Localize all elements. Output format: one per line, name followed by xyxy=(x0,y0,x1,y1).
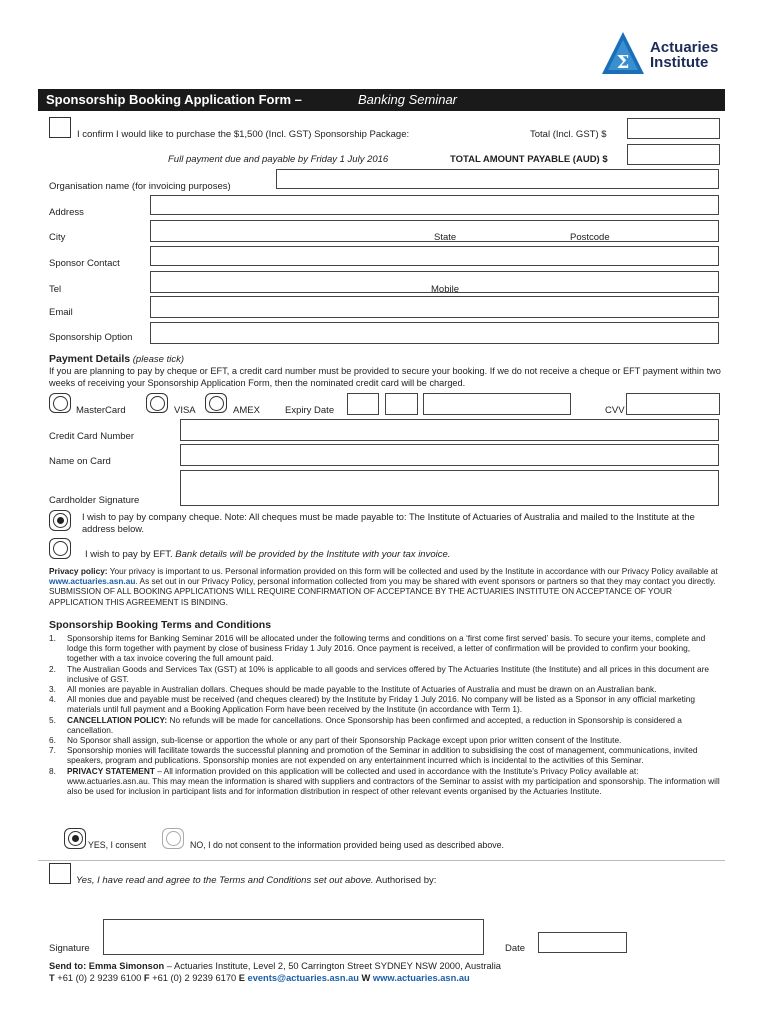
organisation-input[interactable] xyxy=(276,169,719,189)
divider xyxy=(38,860,725,861)
terms-list xyxy=(49,633,722,796)
sigma-triangle-icon xyxy=(600,30,646,76)
city-label: City xyxy=(49,232,66,243)
eft-text xyxy=(85,549,450,560)
payment-intro: If you are planning to pay by cheque or EFT, a credit card number must be provided to secure your booking. If we do not receive a cheque or EFT payment within two weeks of receiving your Sponsorship Application Form, then the nominated credit card will be charged. xyxy=(49,366,721,388)
consent-yes-radio[interactable] xyxy=(64,828,86,849)
eft-text-main: I wish to pay by EFT. xyxy=(85,549,173,560)
consent-no-label: NO, I do not consent to the information provided being used as described above. xyxy=(190,840,504,850)
visa-label: VISA xyxy=(174,405,196,416)
footer-address xyxy=(49,961,501,971)
expiry-year-field[interactable] xyxy=(385,393,418,415)
expiry-date-label: Expiry Date xyxy=(285,405,335,416)
term-text: Sponsorship monies will facilitate towards the successful planning and promotion of the Seminar in addition to subsidising the cost of management, communications, invited speakers, program and publications. Sponsorship monies are not expended on any entertainment incurred which is incidental to the activities of this Seminar. xyxy=(67,745,698,766)
mobile-label: Mobile xyxy=(431,284,459,295)
cardholder-signature-input[interactable] xyxy=(180,470,719,506)
fax-prefix: F xyxy=(143,973,150,983)
phone-number: +61 (0) 2 9239 6100 xyxy=(57,973,142,983)
term-num: 4. xyxy=(49,694,56,705)
signature-label: Signature xyxy=(49,943,90,954)
term-item xyxy=(49,766,722,797)
term-text: The Australian Goods and Services Tax (GST) at 10% is applicable to all goods and services offered by The Actuaries Institute (the Institute) and all prices in this document are inclusive of GST. xyxy=(67,663,709,684)
term-body xyxy=(67,766,722,797)
total-incl-gst-label: Total (Incl. GST) $ xyxy=(530,129,607,140)
term-num: 7. xyxy=(49,745,56,756)
agreement-checkbox[interactable] xyxy=(49,863,71,884)
address-input[interactable] xyxy=(150,195,719,215)
payment-heading xyxy=(49,353,184,365)
term-item xyxy=(49,694,722,714)
form-title: Sponsorship Booking Application Form – xyxy=(46,92,302,107)
logo-line2: Institute xyxy=(650,54,709,71)
consent-yes-label: YES, I consent xyxy=(88,840,147,850)
privacy-text2: . As set out in our Privacy Policy, personal information collected from you may be shared with event sponsors or partners so that they may contact you directly. SUBMISSION OF ALL BOOKING APPLICATIONS WILL REQUIRE CONFIRMATION OF ACCEPTANCE BY THE ACTUARIES INSTITUTE ON ACCEPTANCE OF YOUR APPLICATION THIS AGREEMENT IS BINDING. xyxy=(49,576,716,607)
address-label: Address xyxy=(49,207,84,218)
term-num: 3. xyxy=(49,684,56,695)
term-num: 5. xyxy=(49,714,56,725)
consent-no-radio[interactable] xyxy=(162,828,184,849)
term-item xyxy=(49,735,722,745)
email-prefix: E xyxy=(238,973,245,983)
mastercard-label: MasterCard xyxy=(76,405,126,416)
tel-label: Tel xyxy=(49,284,62,295)
eft-note: Bank details will be provided by the Institute with your tax invoice. xyxy=(175,549,451,560)
terms-heading: Sponsorship Booking Terms and Conditions xyxy=(49,619,272,631)
payment-due-text: Full payment due and payable by Friday 1 July 2016 xyxy=(168,154,389,165)
svg-text:Σ: Σ xyxy=(616,52,630,73)
organisation-label: Organisation name (for invoicing purposes) xyxy=(49,181,231,192)
term-text: No refunds will be made for cancellations. Once Sponsorship has been confirmed and accepted, a reduction in Sponsorship is considered a cancellation. xyxy=(67,714,682,735)
term-text: No Sponsor shall assign, sub-license or apportion the whole or any part of their Sponsorship Package except upon prior written consent of the Institute. xyxy=(67,735,622,746)
name-on-card-label: Name on Card xyxy=(49,456,111,467)
agreement-date-input[interactable] xyxy=(538,932,627,953)
state-label: State xyxy=(434,232,457,243)
footer-email-link[interactable]: events@actuaries.asn.au xyxy=(247,973,359,983)
email-label: Email xyxy=(49,307,73,318)
expiry-month-field[interactable] xyxy=(347,393,379,415)
agreement-date-label: Date xyxy=(505,943,526,954)
term-bold: CANCELLATION POLICY: xyxy=(67,714,168,725)
sponsor-contact-input[interactable] xyxy=(150,246,719,266)
term-text: All monies due and payable must be received (and cheques cleared) by the Institute by Friday 1 July 2016. No company will be listed as a Sponsor in any official marketing materials until full payment and a Booking Application Form have been received by the Institute (in accordance with Term 1). xyxy=(67,694,695,715)
term-item xyxy=(49,633,722,664)
cvv-field[interactable] xyxy=(626,393,720,415)
email-input[interactable] xyxy=(150,296,719,318)
credit-card-number-label: Credit Card Number xyxy=(49,431,134,442)
send-to-label: Send to: Emma Simonson xyxy=(49,961,165,971)
authorised-by: Authorised by: xyxy=(375,875,437,886)
cvv-label: CVV xyxy=(605,405,625,416)
privacy-text1: Your privacy is important to us. Personal information provided on this form will be collected and used by the Institute in accordance with our Privacy Policy available at xyxy=(109,566,718,576)
amex-label: AMEX xyxy=(233,405,260,416)
amex-radio[interactable] xyxy=(205,393,227,413)
mastercard-radio[interactable] xyxy=(49,393,71,413)
term-num: 1. xyxy=(49,633,56,643)
web-prefix: W xyxy=(361,973,371,983)
fax-number: +61 (0) 2 9239 6170 xyxy=(152,973,237,983)
footer-web-link[interactable]: www.actuaries.asn.au xyxy=(372,973,470,983)
signature-input[interactable] xyxy=(103,919,484,955)
term-item xyxy=(49,715,722,735)
term-text: All monies are payable in Australian dollars. Cheques should be made payable to the Institute of Actuaries of Australia and must be drawn on an Australian bank. xyxy=(67,684,657,695)
privacy-link[interactable]: www.actuaries.asn.au xyxy=(49,576,136,587)
confirm-package-text: I confirm I would like to purchase the $1,500 (Incl. GST) Sponsorship Package: xyxy=(77,129,410,140)
term-body xyxy=(67,715,722,735)
agreement-text xyxy=(76,875,436,886)
credit-card-number-input[interactable] xyxy=(180,419,719,441)
logo-line1: Actuaries xyxy=(650,39,719,56)
cheque-radio[interactable] xyxy=(49,510,71,531)
term-text: Sponsorship items for Banking Seminar 2016 will be allocated under the following terms and conditions on a ‘first come first served’ basis. To secure your items, complete and lodge this form together with payment by close of business Friday 1 July 2016. Once payment is received, a letter of confirmation will be provided to confirm your booking, together with a tax invoice covering the full amount paid. xyxy=(67,633,706,664)
term-text: – All information provided on this application will be collected and used in accordance with the Institute’s Privacy Policy available at: www.actuaries.asn.au. This may mean the information is shared with suppliers and contractors of the Seminar to assist with my participation and sponsorship. The information will also be used for inclusion in participant lists and for information distribution in respect of other relevant events organised by the Actuaries Institute. xyxy=(67,765,720,797)
total-amount-label: TOTAL AMOUNT PAYABLE (AUD) $ xyxy=(450,154,608,165)
visa-radio[interactable] xyxy=(146,393,168,413)
eft-radio[interactable] xyxy=(49,538,71,559)
actuaries-logo xyxy=(600,30,740,80)
form-header xyxy=(38,89,725,111)
term-num: 2. xyxy=(49,663,56,674)
footer-contacts xyxy=(49,973,470,983)
agreement-italic: Yes, I have read and agree to the Terms and Conditions set out above. xyxy=(76,875,374,886)
name-on-card-input[interactable] xyxy=(180,444,719,466)
term-num: 8. xyxy=(49,765,56,776)
term-item xyxy=(49,664,722,684)
sponsor-contact-label: Sponsor Contact xyxy=(49,258,120,269)
confirm-package-checkbox[interactable] xyxy=(49,117,71,138)
sponsorship-option-input[interactable] xyxy=(150,322,719,344)
phone-prefix: T xyxy=(49,973,55,983)
form-title-seminar: Banking Seminar xyxy=(358,92,457,107)
payment-heading-text: Payment Details xyxy=(49,353,131,365)
send-to-address: – Actuaries Institute, Level 2, 50 Carrington Street SYDNEY NSW 2000, Australia xyxy=(166,961,501,971)
cardholder-signature-label: Cardholder Signature xyxy=(49,495,140,506)
total-incl-gst-field[interactable] xyxy=(627,118,720,139)
term-num: 6. xyxy=(49,735,56,746)
total-amount-field[interactable] xyxy=(627,144,720,165)
postcode-label: Postcode xyxy=(570,232,610,243)
privacy-label: Privacy policy: xyxy=(49,566,108,576)
payment-heading-note: (please tick) xyxy=(132,354,184,365)
term-bold: PRIVACY STATEMENT xyxy=(67,765,155,776)
date-field[interactable] xyxy=(423,393,571,415)
sponsorship-option-label: Sponsorship Option xyxy=(49,332,133,343)
cheque-text: I wish to pay by company cheque. Note: All cheques must be made payable to: The Institute of Actuaries of Australia and mailed to the Institute at the address below. xyxy=(82,512,695,534)
privacy-policy xyxy=(49,566,722,607)
term-item xyxy=(49,684,722,694)
term-item xyxy=(49,745,722,765)
